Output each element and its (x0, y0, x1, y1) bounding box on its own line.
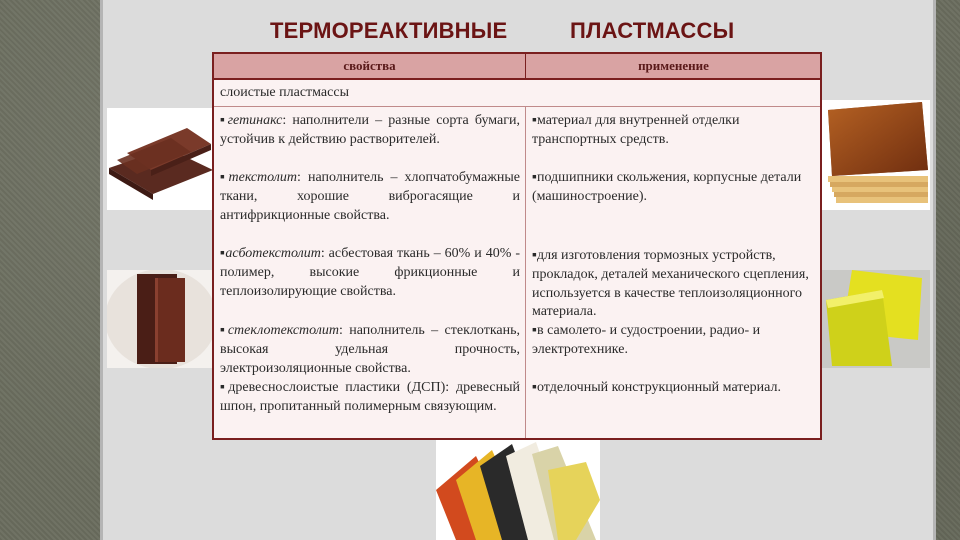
fiberglass-property-text: : наполнитель – стеклоткань, высокая удельная прочность, электроизоляционные свойства. (220, 323, 520, 376)
row-fiberglass-property (220, 322, 520, 378)
row-asbotextolite-property (220, 245, 520, 301)
textolite-sheet-photo (107, 270, 215, 368)
row-textolite-application: ▪подшипники скольжения, корпусные детали (машиностроение). (532, 170, 802, 204)
colored-laminate-samples-photo (436, 440, 600, 540)
term-fiberglass: ▪стеклотекстолит (220, 323, 340, 338)
getinaks-property-text: : наполнители – разные сорта бумаги, устойчив к действию растворителей. (220, 113, 520, 147)
row-fiberglass-application: ▪в самолето- и судостроении, радио- и электротехнике. (532, 323, 761, 357)
title-part-2: ПЛАСТМАССЫ (570, 18, 735, 43)
row-textolite-property (220, 169, 520, 225)
laminate-stack-photo (822, 100, 930, 210)
row-getinaks-application: ▪материал для внутренней отделки транспортных средств. (532, 113, 740, 147)
dsp-property-text: ▪древеснослоистые пластики (ДСП): древесный шпон, пропитанный полимерным связующим. (220, 380, 520, 414)
column-divider (525, 107, 526, 438)
table-header (214, 54, 820, 80)
getinaks-sheets-photo (107, 108, 215, 210)
title-part-1: ТЕРМОРЕАКТИВНЫЕ (270, 18, 508, 43)
term-getinaks: ▪гетинакс (220, 113, 283, 128)
header-properties: свойства (343, 58, 396, 73)
asbotextolite-property-text: : асбестовая ткань – 60% и 40% - полимер, высокие фрикционные и теплоизолирующие свойства. (220, 246, 520, 299)
row-dsp-application: ▪отделочный конструкционный материал. (532, 380, 781, 395)
row-asbotextolite-application: ▪для изготовления тормозных устройств, прокладок, деталей механического сцепления, используется в качестве теплоизоляционного материала. (532, 248, 809, 320)
textolite-property-text: : наполнитель – хлопчатобумажные ткани, хорошие виброгасящие и антифрикционные свойства. (220, 170, 520, 223)
fiberglass-sheet-photo (822, 270, 930, 368)
properties-table (212, 52, 822, 440)
term-asbotextolite: ▪асботекстолит (220, 246, 321, 261)
row-getinaks-property (220, 112, 520, 150)
header-application: применение (638, 58, 709, 73)
term-textolite: ▪текстолит (220, 170, 298, 185)
row-dsp-property (220, 379, 520, 417)
section-title: слоистые пластмассы (214, 80, 820, 107)
